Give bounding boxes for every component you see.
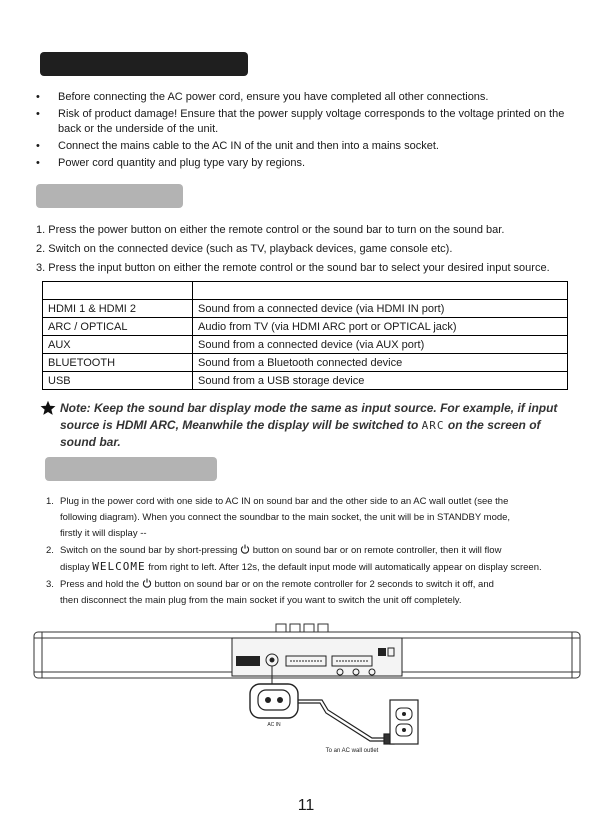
rear-panel (232, 638, 402, 676)
power-steps (36, 494, 584, 610)
note-line-2-suffix: on the screen of (447, 418, 541, 432)
table-row (43, 318, 568, 336)
step-text: following diagram). When you connect the soundbar to the main socket, the unit will be in STANDBY mode, (60, 512, 511, 523)
step-text: display (60, 562, 90, 573)
power-on-steps (36, 223, 584, 280)
power-icon (142, 578, 152, 588)
table-cell-description: Sound from a USB storage device (193, 372, 568, 390)
step-text: Plug in the power cord with one side to AC IN on sound bar and the other side to an AC wall outlet (see the (60, 496, 509, 507)
step-item: 1. Press the power button on either the remote control or the sound bar to turn on the sound bar. (36, 224, 505, 236)
table-cell-source: AUX (43, 336, 193, 354)
table-row (43, 300, 568, 318)
switch-section-header (45, 457, 217, 481)
table-cell-description: Sound from a connected device (via HDMI IN port) (193, 300, 568, 318)
table-cell-source: HDMI 1 & HDMI 2 (43, 300, 193, 318)
step-text: from right to left. After 12s, the default input mode will automatically appear on display screen. (148, 562, 542, 573)
note-line-2: source is HDMI ARC, Meanwhile the display will be switched to (60, 418, 419, 432)
connection-diagram (32, 620, 584, 766)
wall-outlet-illustration (390, 700, 418, 744)
table-row (43, 372, 568, 390)
acin-label: AC IN (267, 722, 281, 728)
display-code-welcome: WELCOME (92, 560, 146, 573)
table-header-cell (43, 282, 193, 300)
step-text: Switch on the sound bar by short-pressing (60, 545, 238, 556)
bullet-item: • Power cord quantity and plug type vary by regions. (36, 156, 584, 171)
table-cell-description: Sound from a connected device (via AUX port) (193, 336, 568, 354)
outlet-label: To an AC wall outlet (325, 748, 379, 754)
table-cell-source: USB (43, 372, 193, 390)
table-header-cell (193, 282, 568, 300)
step-text: button on sound bar or on the remote controller for 2 seconds to switch it off, and (154, 579, 494, 590)
note-block (40, 400, 580, 451)
bullet-item: • Connect the mains cable to the AC IN of the unit and then into a mains socket. (36, 139, 584, 154)
step-text: firstly it will display -- (60, 528, 147, 539)
bullet-item: • Before connecting the AC power cord, ensure you have completed all other connections. (36, 90, 584, 105)
note-line-1: Note: Keep the sound bar display mode the same as input source. For example, if input (60, 401, 558, 415)
step-number: 1. (46, 496, 54, 507)
display-code-arc: ARC (421, 419, 445, 432)
power-on-section-header (36, 184, 183, 208)
bullet-item: • Risk of product damage! Ensure that the power supply voltage corresponds to the voltage printed on the back or the underside of the unit. (36, 107, 584, 137)
table-row (43, 336, 568, 354)
step-number: 3. (46, 579, 54, 590)
power-icon (240, 544, 250, 554)
table-row (43, 354, 568, 372)
input-source-table (42, 281, 568, 390)
power-bullet-list (36, 90, 584, 173)
power-step-3 (36, 577, 584, 609)
power-cord (298, 700, 394, 744)
power-step-2 (36, 543, 584, 576)
power-section-header (40, 52, 248, 76)
step-item: 2. Switch on the connected device (such as TV, playback devices, game console etc). (36, 243, 453, 255)
power-step-1 (36, 494, 584, 542)
step-number: 2. (46, 545, 54, 556)
step-item: 3. Press the input button on either the remote control or the sound bar to select your desired input source. (36, 262, 550, 274)
note-line-3: sound bar. (60, 435, 121, 449)
star-icon (40, 400, 56, 416)
table-cell-source: BLUETOOTH (43, 354, 193, 372)
step-text: Press and hold the (60, 579, 140, 590)
step-text: button on sound bar or on remote controller, then it will flow (252, 545, 502, 556)
page-number: 11 (297, 797, 315, 814)
step-text: then disconnect the main plug from the main socket if you want to switch the unit off completely. (60, 595, 462, 606)
table-cell-source: ARC / OPTICAL (43, 318, 193, 336)
table-cell-description: Sound from a Bluetooth connected device (193, 354, 568, 372)
table-cell-description: Audio from TV (via HDMI ARC port or OPTICAL jack) (193, 318, 568, 336)
table-header-row (43, 282, 568, 300)
